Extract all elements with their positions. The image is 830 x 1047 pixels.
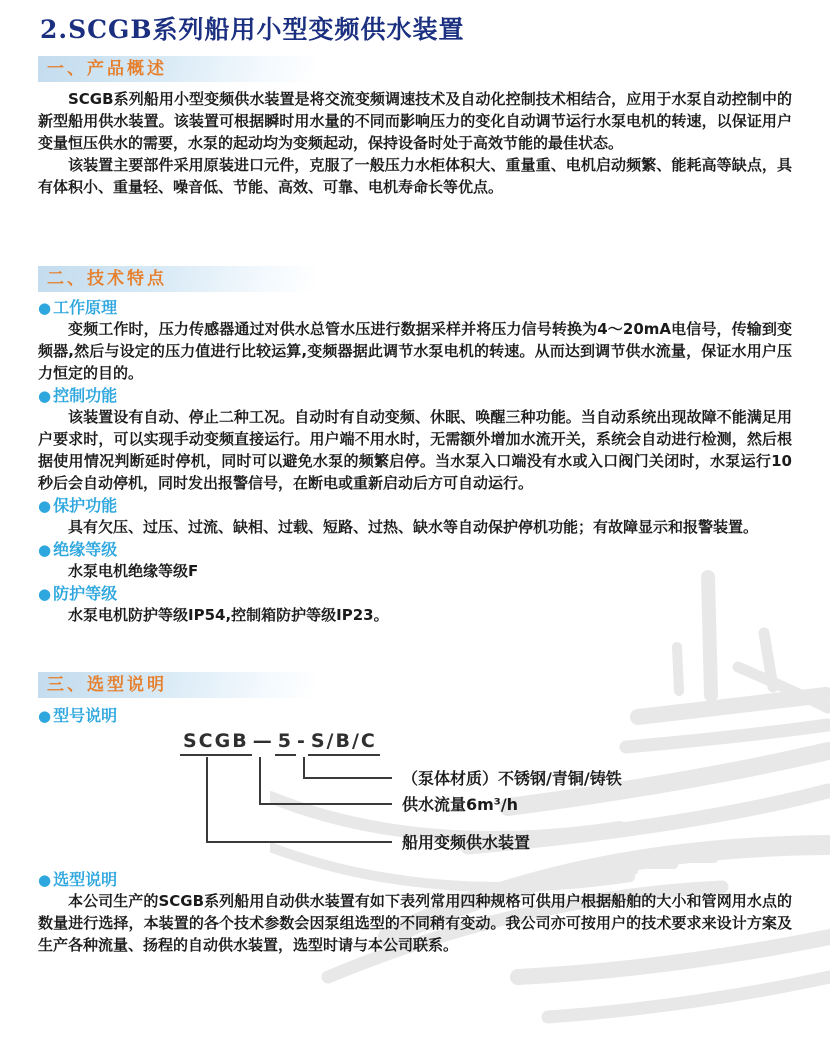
model-designation-label-text: 型号说明 (53, 706, 118, 725)
feature-text-protection-function: 具有欠压、过压、过流、缺相、过载、短路、过热、缺水等自动保护停机功能；有故障显示和报警装置。 (68, 518, 759, 536)
feature-text-working-principle: 变频工作时，压力传感器通过对供水总管水压进行数据采样并将压力信号转换为4～20mA电信号，传输到变频器,然后与设定的压力值进行比较运算,变频器据此调节水泵电机的转速。从而达到调节供水流量，保证水用户压力恒定的目的。 (38, 320, 792, 382)
bullet-icon: ● (38, 707, 52, 725)
bullet-icon: ● (38, 541, 52, 559)
feature-label-text: 工作原理 (53, 298, 118, 317)
bullet-icon: ● (38, 299, 52, 317)
feature-label-text: 保护功能 (53, 496, 118, 515)
feature-text-insulation-class: 水泵电机绝缘等级F (68, 562, 199, 580)
callout-pump-material: （泵体材质）不锈钢/青铜/铸铁 (402, 769, 622, 788)
feature-text-protection-rating: 水泵电机防护等级IP54,控制箱防护等级IP23。 (68, 606, 389, 624)
selection-notes-label-text: 选型说明 (53, 870, 118, 889)
feature-label-control-function (38, 386, 792, 406)
connector-line (303, 777, 392, 779)
model-code-flow: 5 (275, 730, 296, 756)
page-content (0, 14, 830, 956)
bullet-icon: ● (38, 387, 52, 405)
selection-notes-text: 本公司生产的SCGB系列船用自动供水装置有如下表列常用四种规格可供用户根据船舶的大小和管网用水点的数量进行选择，本装置的各个技术参数会因泵组选型的不同稍有变动。我公司亦可按用户的技术要求来设计方案及生产各种流量、扬程的自动供水装置，选型时请与本公司联系。 (38, 892, 792, 954)
model-code-dash: - (296, 730, 307, 752)
feature-label-text: 绝缘等级 (53, 540, 118, 559)
model-code-series: SCGB (180, 730, 252, 756)
bullet-icon: ● (38, 871, 52, 889)
overview-paragraph-1: SCGB系列船用小型变频供水装置是将交流变频调速技术及自动化控制技术相结合，应用于水泵自动控制中的新型船用供水装置。该装置可根据瞬时用水量的不同而影响压力的变化自动调节运行水泵电机的转速，以保证用户变量恒压供水的需要，水泵的起动均为变频起动，保持设备时处于高效节能的最佳状态。 (38, 90, 792, 152)
callout-flow-rate: 供水流量6m³/h (402, 795, 519, 814)
model-code-diagram (38, 730, 792, 858)
model-code-material: S/B/C (308, 730, 380, 756)
feature-label-insulation-class (38, 540, 792, 560)
connector-line (206, 841, 392, 843)
connector-line (303, 757, 305, 777)
connector-line (259, 757, 261, 803)
selection-notes-label (38, 870, 792, 890)
section-heading-overview: 一、产品概述 (38, 56, 316, 82)
model-designation-label (38, 706, 792, 726)
feature-label-text: 防护等级 (53, 584, 118, 603)
feature-text-control-function: 该装置设有自动、停止二种工况。自动时有自动变频、休眠、唤醒三种功能。当自动系统出现故障不能满足用户要求时，可以实现手动变频直接运行。用户端不用水时，无需额外增加水流开关，系统会自动进行检测，然后根据使用情况判断延时停机，同时可以避免水泵的频繁启停。当水泵入口端没有水或入口阀门关闭时，水泵运行10秒后会自动停机，同时发出报警信号，在断电或重新启动后方可自动运行。 (38, 408, 792, 492)
callout-device-type: 船用变频供水装置 (402, 833, 531, 852)
model-code-dash: — (252, 730, 274, 752)
feature-label-protection-function (38, 496, 792, 516)
connector-line (259, 803, 392, 805)
overview-paragraph-2: 该装置主要部件采用原装进口元件，克服了一般压力水柜体积大、重量重、电机启动频繁、能耗高等缺点，具有体积小、重量轻、噪音低、节能、高效、可靠、电机寿命长等优点。 (38, 156, 792, 196)
model-code (180, 730, 380, 756)
section-heading-features: 二、技术特点 (38, 266, 316, 292)
connector-line (206, 757, 208, 841)
feature-label-working-principle (38, 298, 792, 318)
feature-label-text: 控制功能 (53, 386, 118, 405)
bullet-icon: ● (38, 585, 52, 603)
page-title: 2.SCGB系列船用小型变频供水装置 (40, 15, 465, 44)
feature-label-protection-rating (38, 584, 792, 604)
bullet-icon: ● (38, 497, 52, 515)
section-heading-selection: 三、选型说明 (38, 672, 316, 698)
